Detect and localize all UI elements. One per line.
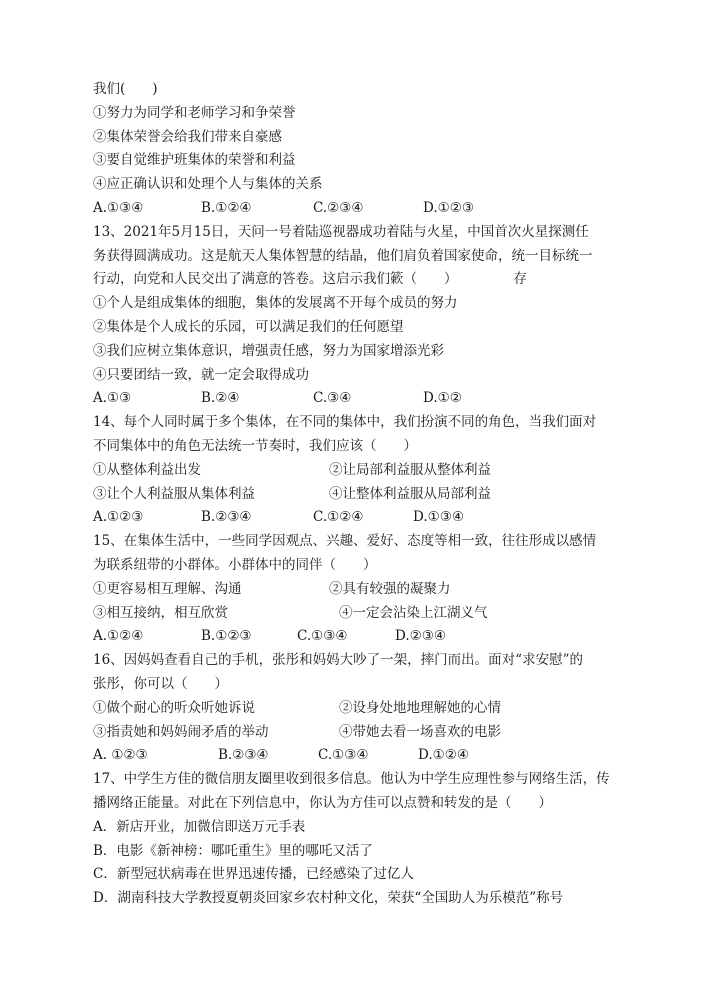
q12-stem-end: 我们( ): [93, 81, 158, 97]
q16-stem-1: 16、因妈妈查看自己的手机，张彤和妈妈大吵了一架，摔门而出。面对“求安慰”的: [93, 652, 583, 669]
q14-items-row-1: [93, 459, 633, 483]
q16-option-c: C.①③④: [318, 747, 369, 764]
q13-option-d: D.①②: [423, 390, 462, 407]
q15-stem-1: 15、在集体生活中，一些同学因观点、兴趣、爱好、态度等相一致，往往形成以感情: [93, 533, 597, 550]
q15-item-4: ④一定会沾染上江湖义气: [339, 604, 488, 621]
q14-items-row-2: [93, 483, 633, 507]
q16-stem-2: 张彤，你可以（ ）: [93, 675, 228, 692]
q13-option-c: C.③④: [313, 390, 352, 407]
q15-option-c: C.①③④: [297, 628, 348, 645]
q13-stem-1: 13、2021年5月15日，天问一号着陆巡视器成功着陆与火星，中国首次火星探测任: [93, 223, 589, 240]
q17-choice-d: D．湖南科技大学教授夏朝炎回家乡农村种文化，荣获“全国助人为乐模范”称号: [93, 890, 564, 907]
q16-options: [93, 744, 633, 768]
q12-item-2: ②集体荣誉会给我们带来自豪感: [93, 128, 282, 145]
q16-items-row-2: [93, 721, 633, 745]
q13-stray-char: 存: [513, 271, 527, 288]
q14-option-d: D.①③④: [413, 509, 464, 526]
q15-option-a: A.①②④: [93, 628, 144, 645]
q16-item-1: ①做个耐心的听众听她诉说: [93, 699, 255, 716]
q16-item-4: ④带她去看一场喜欢的电影: [339, 723, 501, 740]
q14-item-2: ②让局部利益服从整体利益: [329, 461, 491, 478]
q12-options: [93, 197, 633, 221]
q14-option-b: B.②③④: [201, 509, 252, 526]
q17-choice-b: B．电影《新神榜：哪吒重生》里的哪吒又活了: [93, 842, 373, 859]
q16-item-2: ②设身处地地理解她的心情: [339, 699, 501, 716]
q14-item-4: ④让整体利益服从局部利益: [329, 485, 491, 502]
q12-option-a: A.①③④: [93, 199, 144, 216]
q13-stem-3-text: 行动，向党和人民交出了满意的答卷。这启示我们簌（ ）: [93, 271, 458, 288]
q13-options: [93, 387, 633, 411]
q14-stem-2: 不同集体中的角色无法统一节奏时，我们应该（ ）: [93, 437, 417, 454]
q15-items-row-1: [93, 578, 633, 602]
q16-items-row-1: [93, 697, 633, 721]
q13-option-b: B.②④: [201, 390, 240, 407]
q12-item-4: ④应正确认识和处理个人与集体的关系: [93, 176, 323, 193]
exam-page: [93, 78, 633, 911]
q15-option-d: D.②③④: [395, 628, 446, 645]
q15-item-3: ③相互接纳，相互欣赏: [93, 604, 228, 621]
q17-stem-2: 播网络正能量。对此在下列信息中，你认为方佳可以点赞和转发的是（ ）: [93, 794, 552, 811]
q14-stem-1: 14、每个人同时属于多个集体，在不同的集体中，我们扮演不同的角色，当我们面对: [93, 414, 597, 431]
q12-option-c: C.②③④: [313, 199, 364, 216]
q15-options: [93, 625, 633, 649]
q13-stem-3: [93, 268, 633, 292]
q15-stem-2: 为联系纽带的小群体。小群体中的同伴（ ）: [93, 556, 377, 573]
q12-item-3: ③要自觉维护班集体的荣誉和利益: [93, 152, 296, 169]
q13-item-1: ①个人是组成集体的细胞，集体的发展离不开每个成员的努力: [93, 295, 458, 312]
q13-stem-2: 务获得圆满成功。这是航天人集体智慧的结晶，他们肩负着国家使命，统一目标统一: [93, 247, 593, 264]
q14-item-3: ③让个人利益服从集体利益: [93, 485, 255, 502]
q13-option-a: A.①③: [93, 390, 132, 407]
q12-option-d: D.①②③: [423, 199, 474, 216]
q15-item-1: ①更容易相互理解、沟通: [93, 580, 242, 597]
q17-stem-1: 17、中学生方佳的微信朋友圈里收到很多信息。他认为中学生应理性参与网络生活，传: [93, 771, 610, 788]
q16-option-b: B.②③④: [218, 747, 269, 764]
q14-option-a: A.①②③: [93, 509, 144, 526]
q16-item-3: ③指责她和妈妈闹矛盾的举动: [93, 723, 269, 740]
q15-option-b: B.①②③: [201, 628, 252, 645]
q12-item-1: ①努力为同学和老师学习和争荣誉: [93, 104, 296, 121]
q15-items-row-2: [93, 602, 633, 626]
q17-choice-a: A．新店开业，加微信即送万元手表: [93, 818, 306, 835]
q13-item-4: ④只要团结一致，就一定会取得成功: [93, 366, 309, 383]
q13-item-3: ③我们应树立集体意识，增强责任感，努力为国家增添光彩: [93, 342, 444, 359]
q16-option-a: A. ①②③: [93, 747, 148, 764]
q14-item-1: ①从整体利益出发: [93, 461, 201, 478]
q14-options: [93, 506, 633, 530]
q12-option-b: B.①②④: [201, 199, 252, 216]
q13-item-2: ②集体是个人成长的乐园，可以满足我们的任何愿望: [93, 318, 404, 335]
q15-item-2: ②具有较强的凝聚力: [329, 580, 451, 597]
q16-option-d: D.①②④: [418, 747, 469, 764]
q14-option-c: C.①②④: [313, 509, 364, 526]
q17-choice-c: C．新型冠状病毒在世界迅速传播，已经感染了过亿人: [93, 866, 414, 883]
